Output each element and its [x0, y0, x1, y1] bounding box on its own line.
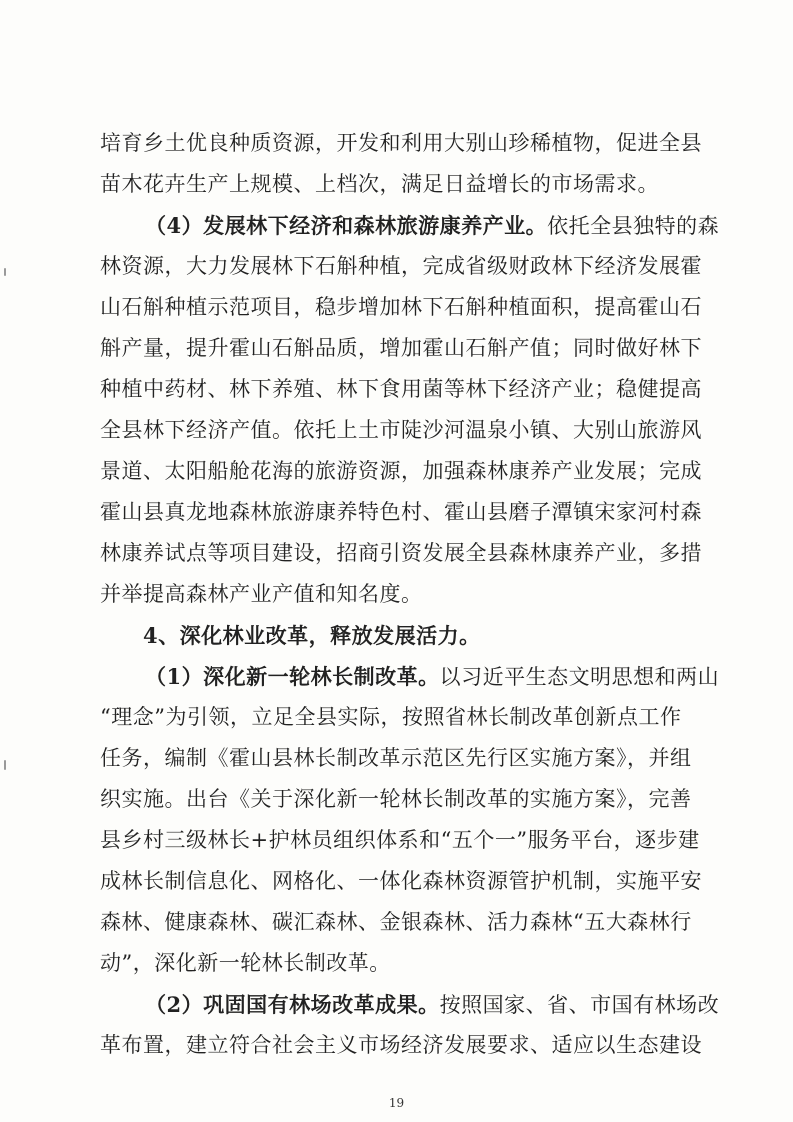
paragraph-first-line	[145, 992, 720, 1018]
paragraph-line: 动”，深化新一轮林长制改革。	[100, 951, 391, 975]
paragraph-line: 培育乡土优良种质资源，开发和利用大别山珍稀植物，促进全县	[100, 131, 702, 155]
scan-edge-mark	[4, 268, 6, 276]
paragraph-line: 成林长制信息化、网格化、一体化森林资源管护机制，实施平安	[100, 869, 702, 893]
paragraph-line: 森林、健康森林、碳汇森林、金银森林、活力森林“五大森林行	[100, 910, 692, 934]
paragraph-line: 全县林下经济产值。依托上土市陡沙河温泉小镇、大别山旅游风	[100, 418, 702, 442]
paragraph-line: 霍山县真龙地森林旅游康养特色村、霍山县磨子潭镇宋家河村森	[100, 500, 702, 524]
paragraph-line: 山石斛种植示范项目，稳步增加林下石斛种植面积，提高霍山石	[100, 295, 702, 319]
paragraph-line: “理念”为引领，立足全县实际，按照省林长制改革创新点工作	[100, 705, 682, 729]
paragraph-text: 以习近平生态文明思想和两山	[439, 665, 720, 689]
paragraph-line: 革布置，建立符合社会主义市场经济发展要求、适应以生态建设	[100, 1033, 702, 1057]
paragraph-line: 种植中药材、林下养殖、林下食用菌等林下经济产业；稳健提高	[100, 377, 702, 401]
paragraph-text: 依托全县独特的森	[547, 214, 720, 238]
paragraph-line: 景道、太阳船舱花海的旅游资源，加强森林康养产业发展；完成	[100, 459, 702, 483]
paragraph-line: 并举提高森林产业产值和知名度。	[100, 582, 423, 606]
paragraph-line: 苗木花卉生产上规模、上档次，满足日益增长的市场需求。	[100, 172, 659, 196]
page-number: 19	[388, 1096, 405, 1110]
paragraph-line: 林康养试点等项目建设，招商引资发展全县森林康养产业，多措	[100, 541, 702, 565]
subsection-title: （4）发展林下经济和森林旅游康养产业。	[145, 213, 548, 238]
paragraph-line: 县乡村三级林长+护林员组织体系和“五个一”服务平台，逐步建	[100, 828, 700, 852]
subsection-title: （2）巩固国有林场改革成果。	[145, 992, 440, 1017]
paragraph-line: 林资源，大力发展林下石斛种植，完成省级财政林下经济发展霍	[100, 254, 702, 278]
paragraph-first-line	[145, 213, 720, 239]
paragraph-line: 斛产量，提升霍山石斛品质，增加霍山石斛产值；同时做好林下	[100, 336, 702, 360]
paragraph-line: 织实施。出台《关于深化新一轮林长制改革的实施方案》，完善	[100, 787, 692, 811]
paragraph-first-line	[145, 664, 720, 690]
scan-edge-mark	[4, 760, 6, 770]
section-heading: 4、深化林业改革，释放发展活力。	[143, 623, 481, 648]
paragraph-line: 任务，编制《霍山县林长制改革示范区先行区实施方案》，并组	[100, 746, 692, 770]
paragraph-text: 按照国家、省、市国有林场改	[439, 993, 720, 1017]
subsection-title: （1）深化新一轮林长制改革。	[145, 664, 440, 689]
